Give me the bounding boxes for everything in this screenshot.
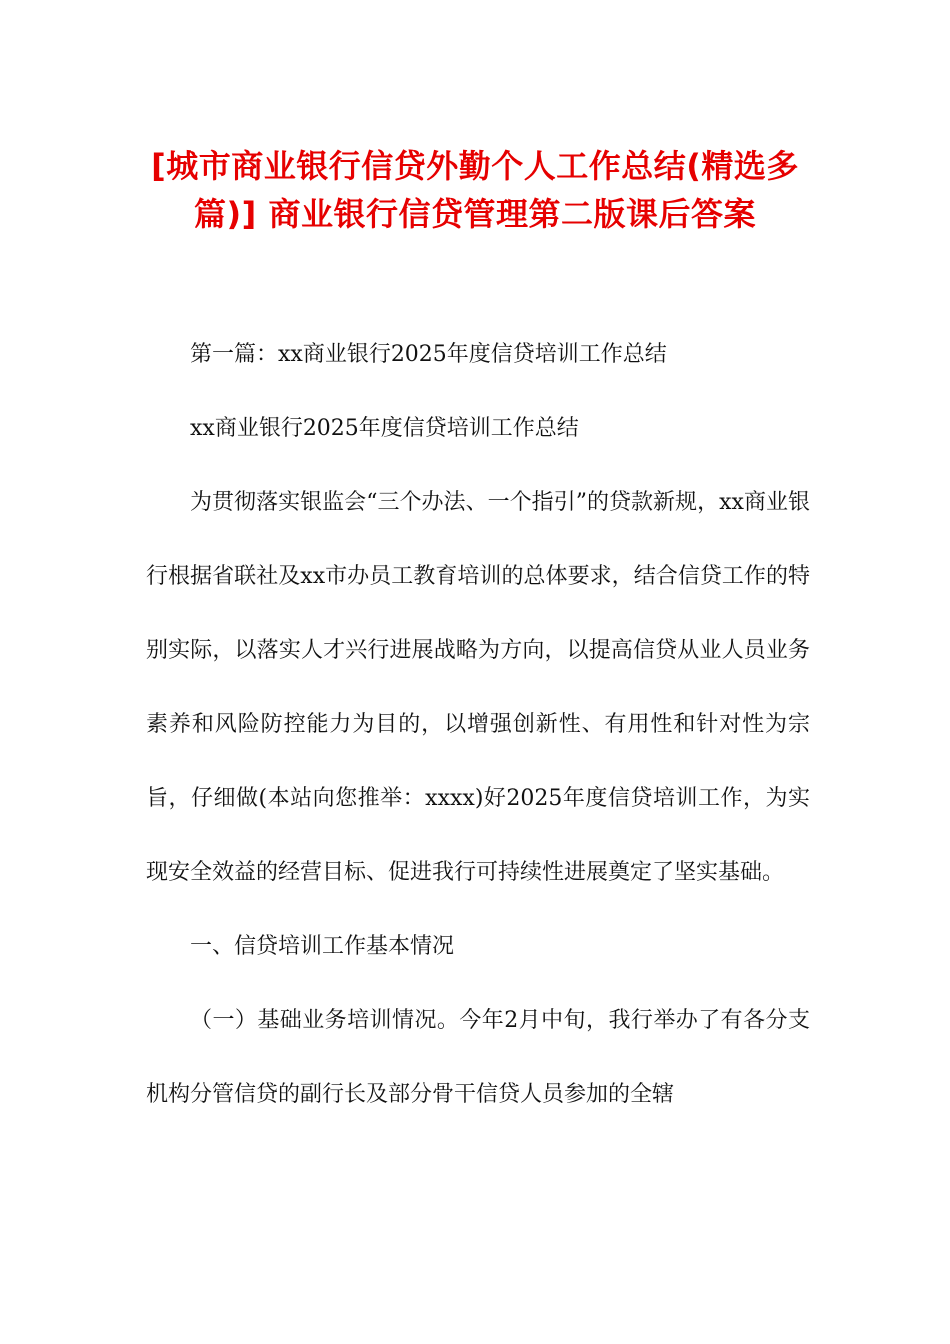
document-title: [城市商业银行信贷外勤个人工作总结(精选多篇)] 商业银行信贷管理第二版课后答案: [151, 147, 799, 233]
paragraph-section-heading: 第一篇：xx商业银行2025年度信贷培训工作总结: [190, 342, 667, 367]
document-body: [146, 318, 810, 1132]
paragraph-basic-training: （一）基础业务培训情况。今年2月中旬，我行举办了有各分支机构分管信贷的副行长及部分骨干信贷人员参加的全辖: [146, 1008, 810, 1107]
paragraph-subheading: 一、信贷培训工作基本情况: [190, 934, 455, 959]
paragraph-report-title: xx商业银行2025年度信贷培训工作总结: [190, 416, 579, 441]
paragraph-intro: 为贯彻落实银监会“三个办法、一个指引”的贷款新规，xx商业银行根据省联社及xx市办员工教育培训的总体要求，结合信贷工作的特别实际，以落实人才兴行进展战略为方向，以提高信贷从业人员业务素养和风险防控能力为目的，以增强创新性、有用性和针对性为宗旨，仔细做(本站向您推举：xxxx)好2025年度信贷培训工作，为实现安全效益的经营目标、促进我行可持续性进展奠定了坚实基础。: [146, 490, 810, 885]
